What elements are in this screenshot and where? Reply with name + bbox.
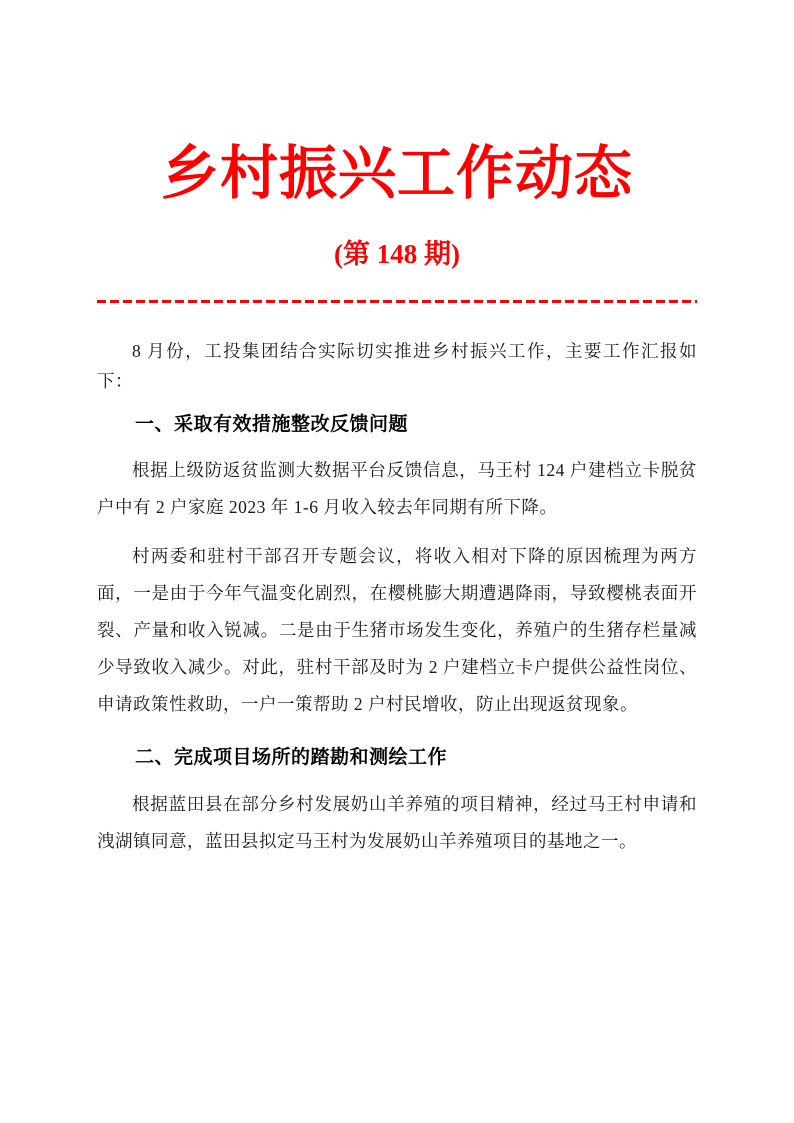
section-1-heading: 一、采取有效措施整改反馈问题 [135,413,409,435]
red-dashed-divider [97,300,697,303]
issue-number: (第 148 期) [334,238,460,269]
section-2-heading: 二、完成项目场所的踏勘和测绘工作 [135,746,448,768]
section-1-paragraph-2: 村两委和驻村干部召开专题会议，将收入相对下降的原因梳理为两方面，一是由于今年气温变化剧烈，在樱桃膨大期遭遇降雨，导致樱桃表面开裂、产量和收入锐减。二是由于生猪市场发生变化，养殖户的生猪存栏量减少导致收入减少。对此，驻村干部及时为 2 户建档立卡户提供公益性岗位、申请政策性救助，一户一策帮助 2 户村民增收，防止出现返贫现象。 [97,545,697,714]
intro-paragraph: 8 月份，工投集团结合实际切实推进乡村振兴工作，主要工作汇报如下： [97,340,697,391]
section-2-paragraph-1: 根据蓝田县在部分乡村发展奶山羊养殖的项目精神，经过马王村申请和洩湖镇同意，蓝田县拟定马王村为发展奶山羊养殖项目的基地之一。 [97,793,697,851]
document-title: 乡村振兴工作动态 [160,141,633,206]
section-1-paragraph-1: 根据上级防返贫监测大数据平台反馈信息，马王村 124 户建档立卡脱贫户中有 2 户家庭 2023 年 1-6 月收入较去年同期有所下降。 [97,459,697,517]
